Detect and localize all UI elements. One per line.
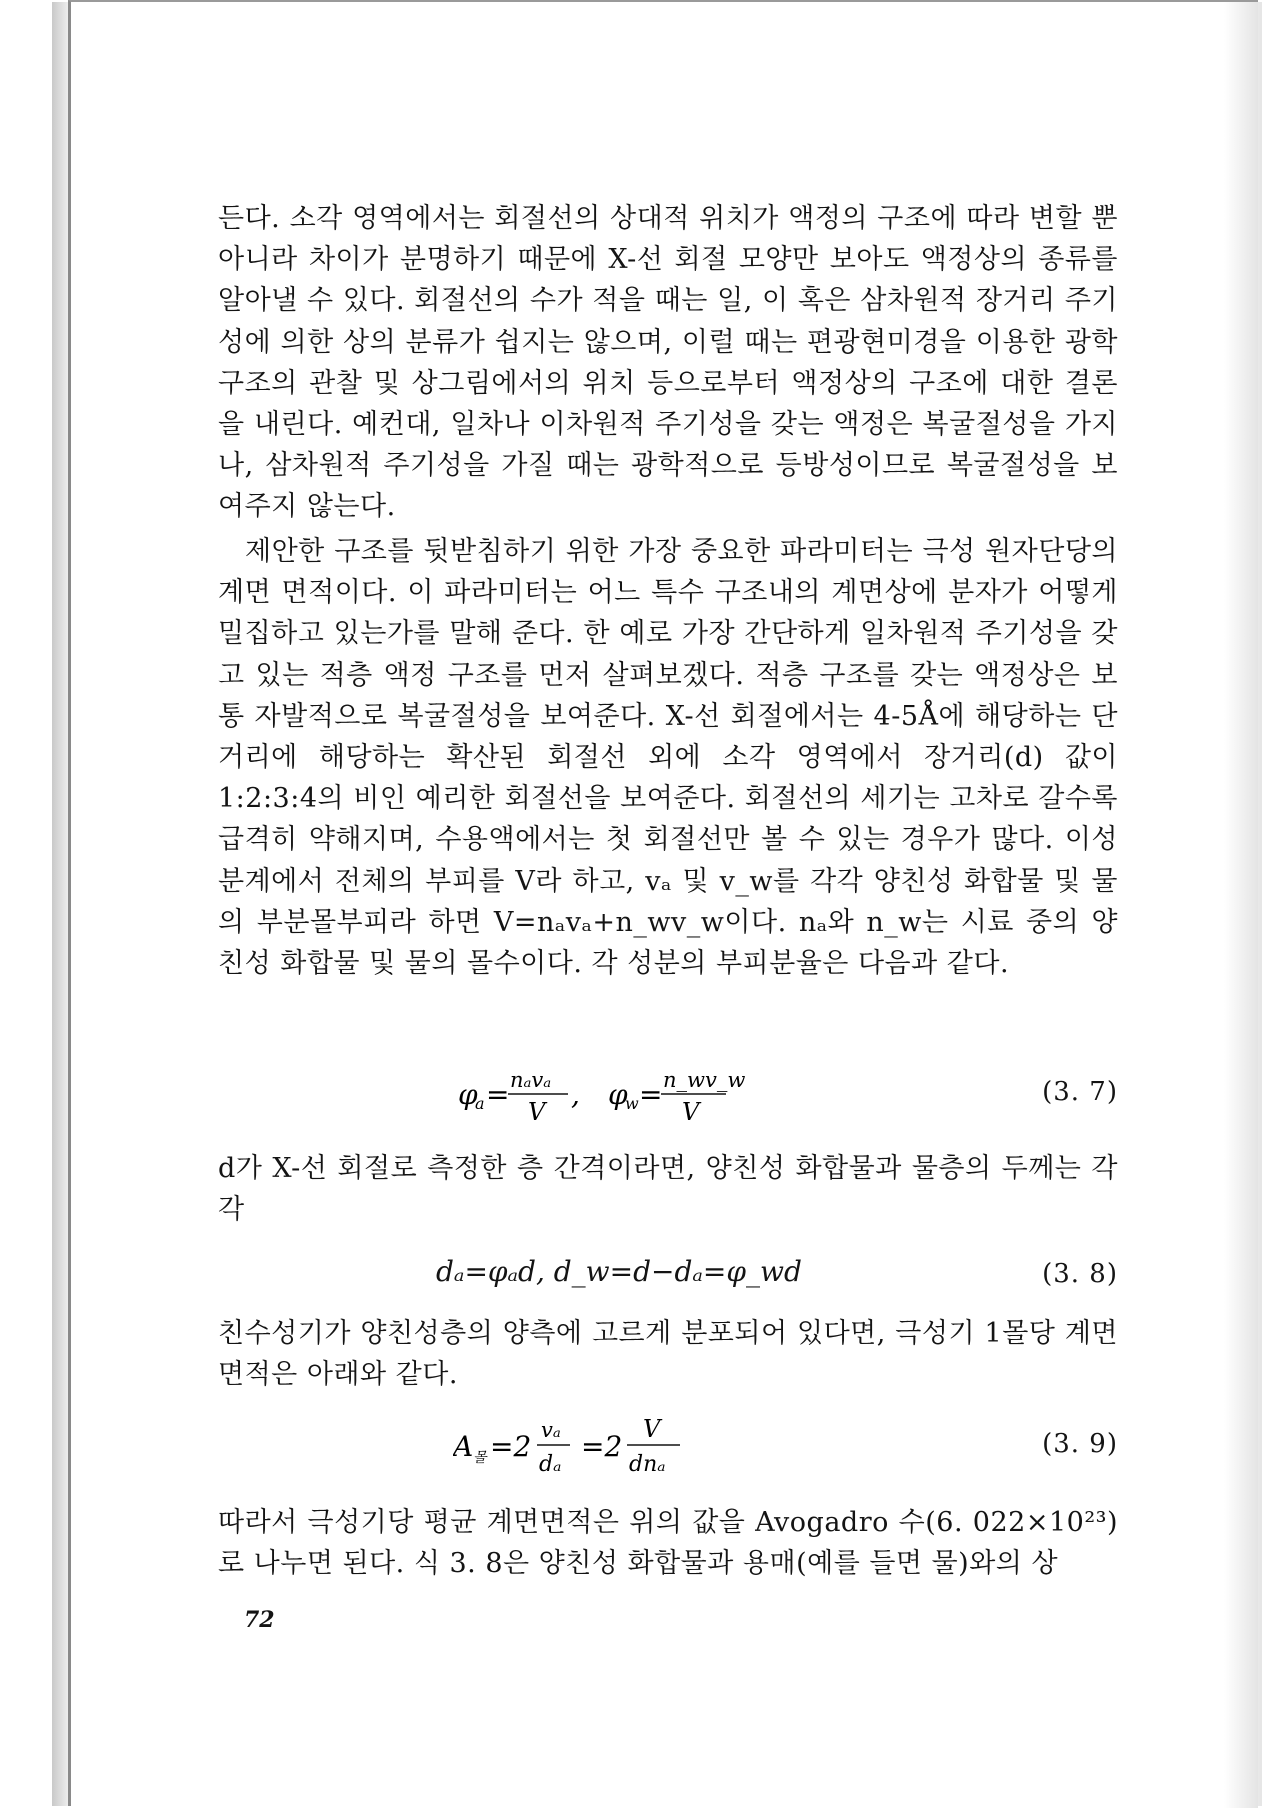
eq-3-9-den-2: dnₐ bbox=[629, 1452, 666, 1475]
equation-number-3-9: (3. 9) bbox=[1042, 1429, 1118, 1459]
eq-3-7-den-a: V bbox=[528, 1098, 546, 1123]
equation-3-8 bbox=[218, 1245, 1118, 1305]
eq-3-9-equals-1: =2 bbox=[490, 1430, 532, 1463]
paragraph-1-text: 든다. 소각 영역에서는 회절선의 상대적 위치가 액정의 구조에 따라 변할 뿐 아니라 차이가 분명하기 때문에 X-선 회절 모양만 보아도 액정상의 종류를 알아낼 수 있다. 회절선의 수가 적을 때는 일, 이 혹은 삼차원적 장거리 주기성에 의한 상의 분류가 쉽지는 않으며, 이럴 때는 편광현미경을 이용한 광학 구조의 관찰 및 상그림에서의 위치 등으로부터 액정상의 구조에 대한 결론을 내린다. 예컨대, 일차나 이차원적 주기성을 갖는 액정은 복굴절성을 가지나, 삼차원적 주기성을 가질 때는 광학적으로 등방성이므로 복굴절성을 보여주지 않는다. bbox=[218, 203, 1118, 523]
paragraph-2 bbox=[218, 531, 1118, 984]
eq-3-9-num-1: vₐ bbox=[541, 1418, 561, 1442]
eq-3-9-lhs: A bbox=[453, 1430, 474, 1463]
eq-3-7-comma: , bbox=[571, 1078, 580, 1111]
eq-3-9-equals-2: =2 bbox=[581, 1430, 623, 1463]
eq-3-7-equals-w: = bbox=[639, 1078, 663, 1111]
eq-3-7-phi-w: φ bbox=[608, 1078, 628, 1111]
equation-3-9 bbox=[218, 1415, 1118, 1475]
paragraph-3 bbox=[218, 1148, 1118, 1230]
eq-3-7-equals-a: = bbox=[486, 1078, 510, 1111]
eq-3-7-sub-a: a bbox=[475, 1094, 485, 1113]
equation-3-7-formula bbox=[458, 1063, 878, 1123]
eq-3-9-den-1: dₐ bbox=[539, 1452, 562, 1475]
equation-3-8-formula: dₐ=φₐd, d_w=d−dₐ=φ_wd bbox=[436, 1255, 802, 1288]
eq-3-7-num-a: nₐvₐ bbox=[510, 1068, 552, 1092]
paragraph-5 bbox=[218, 1502, 1118, 1584]
equation-number-3-8: (3. 8) bbox=[1042, 1259, 1118, 1289]
equation-number-3-7: (3. 7) bbox=[1042, 1077, 1118, 1107]
equation-3-9-formula bbox=[453, 1415, 773, 1475]
page-edge bbox=[1224, 2, 1258, 1808]
paragraph-4-text: 친수성기가 양친성층의 양측에 고르게 분포되어 있다면, 극성기 1몰당 계면 면적은 아래와 같다. bbox=[218, 1318, 1118, 1391]
paragraph-4 bbox=[218, 1313, 1118, 1395]
eq-3-9-num-2: V bbox=[643, 1415, 661, 1443]
eq-3-7-num-w: n_wv_w bbox=[663, 1068, 746, 1092]
eq-3-7-den-w: V bbox=[682, 1098, 700, 1123]
paragraph-5-text: 따라서 극성기당 평균 계면면적은 위의 값을 Avogadro 수(6. 022×10²³)로 나누면 된다. 식 3. 8은 양친성 화합물과 용매(예를 들면 물)와의 상 bbox=[218, 1507, 1118, 1580]
paragraph-3-text: d가 X-선 회절로 측정한 층 간격이라면, 양친성 화합물과 물층의 두께는 각각 bbox=[218, 1153, 1118, 1226]
equation-3-7 bbox=[218, 1063, 1118, 1123]
paragraph-1 bbox=[218, 198, 1118, 528]
eq-3-7-phi-a: φ bbox=[458, 1078, 478, 1111]
page-number: 72 bbox=[244, 1607, 275, 1633]
paragraph-2-text: 제안한 구조를 뒷받침하기 위한 가장 중요한 파라미터는 극성 원자단당의 계면 면적이다. 이 파라미터는 어느 특수 구조내의 계면상에 분자가 어떻게 밀집하고 있는가를 말해 준다. 한 예로 가장 간단하게 일차원적 주기성을 갖고 있는 적층 액정 구조를 먼저 살펴보겠다. 적층 구조를 갖는 액정상은 보통 자발적으로 복굴절성을 보여준다. X-선 회절에서는 4-5Å에 해당하는 단거리에 해당하는 확산된 회절선 외에 소각 영역에서 장거리(d) 값이 1:2:3:4의 비인 예리한 회절선을 보여준다. 회절선의 세기는 고차로 갈수록 급격히 약해지며, 수용액에서는 첫 회절선만 볼 수 있는 경우가 많다. 이성분계에서 전체의 부피를 V라 하고, vₐ 및 v_w를 각각 양친성 화합물 및 물의 부분몰부피라 하면 V=nₐvₐ+n_wv_w이다. nₐ와 n_w는 시료 중의 양친성 화합물 및 물의 몰수이다. 각 성분의 부피분율은 다음과 같다. bbox=[218, 536, 1118, 980]
eq-3-9-lhs-sub: 몰 bbox=[473, 1450, 487, 1466]
eq-3-7-sub-w: w bbox=[625, 1094, 639, 1113]
